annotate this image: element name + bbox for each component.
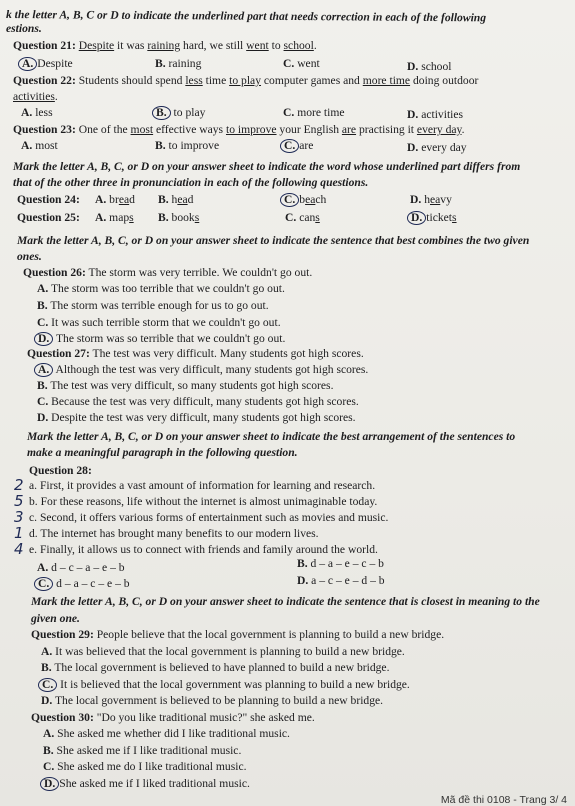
option-letter: D. bbox=[407, 108, 419, 121]
option-text: She asked me do I like traditional music. bbox=[54, 760, 247, 773]
word-part: b bbox=[299, 193, 306, 206]
underlined-part: to improve bbox=[225, 123, 277, 136]
option-letter: A. bbox=[22, 57, 34, 70]
option-28-a[interactable] bbox=[37, 561, 125, 575]
question-label: Question 21: bbox=[13, 39, 76, 52]
option-25-a[interactable] bbox=[95, 211, 134, 225]
stem-text: hard, we still bbox=[180, 39, 247, 52]
option-30-a[interactable] bbox=[43, 727, 290, 741]
option-letter: B. bbox=[158, 193, 169, 206]
option-30-c[interactable] bbox=[43, 760, 247, 774]
stem-text: One of the bbox=[75, 123, 131, 136]
stem-text: Students should spend bbox=[75, 74, 186, 87]
option-text: activities bbox=[421, 108, 464, 121]
option-text: a – c – e – d – b bbox=[308, 574, 385, 587]
stem-text: it was bbox=[114, 39, 148, 52]
option-text: It was believed that the local government is planning to build a new bridge. bbox=[52, 645, 405, 658]
page-footer: Mã đề thi 0108 - Trang 3/ 4 bbox=[440, 794, 567, 806]
stem-text: practising it bbox=[356, 123, 417, 136]
option-text: most bbox=[35, 139, 58, 152]
option-25-c[interactable] bbox=[285, 211, 320, 225]
stem-text: "Do you like traditional music?" she asked me. bbox=[93, 711, 315, 724]
question-25-label bbox=[17, 211, 80, 225]
word-part: book bbox=[168, 211, 195, 224]
stem-text: The storm was very terrible. We couldn't go out. bbox=[85, 266, 313, 279]
instruction-header bbox=[6, 8, 486, 25]
question-22-stem bbox=[13, 74, 478, 88]
question-27-stem bbox=[27, 347, 364, 361]
option-22-c[interactable] bbox=[283, 106, 345, 120]
option-text: d – c – a – e – b bbox=[48, 561, 125, 574]
option-letter: D. bbox=[44, 777, 56, 790]
stem-text: . bbox=[313, 39, 317, 52]
option-letter: B. bbox=[155, 139, 166, 152]
option-letter: C. bbox=[284, 193, 296, 206]
underlined-part: activities bbox=[13, 90, 55, 103]
instruction-text: Mark the letter A, B, C, or D on your answer sheet to indicate the best arrangement of the sentences to bbox=[27, 430, 516, 443]
question-30-stem bbox=[31, 711, 315, 725]
sentence-text: d. The internet has brought many benefits to our modern lives. bbox=[29, 527, 319, 540]
instruction-text: k the letter A, B, C or D to indicate the underlined part that needs correction in each of the following bbox=[5, 8, 487, 25]
option-letter: A. bbox=[95, 211, 107, 224]
question-23-stem: Question 23: One of the most effective ways to improve your English are practising it every day. bbox=[13, 123, 465, 136]
instruction-text: Mark the letter A, B, C, or D on your answer sheet to indicate the word whose underlined part differs from bbox=[13, 160, 521, 173]
option-text: It was such terrible storm that we couldn't go out. bbox=[48, 316, 281, 329]
option-text: The storm was too terrible that we couldn't go out. bbox=[48, 282, 285, 295]
question-label: Question 23: bbox=[13, 123, 76, 136]
stem-text: doing outdoor bbox=[410, 74, 479, 87]
underlined-part: went bbox=[246, 39, 269, 52]
option-letter: D. bbox=[37, 411, 49, 424]
section-4-instruction bbox=[27, 430, 515, 444]
option-letter: A. bbox=[41, 645, 53, 658]
option-text: raining bbox=[168, 57, 202, 70]
section-3-instruction-cont bbox=[17, 250, 42, 264]
section-4-instruction-cont bbox=[27, 446, 298, 460]
section-2-instruction-cont bbox=[13, 176, 368, 190]
question-label: Question 26: bbox=[23, 266, 86, 279]
option-21-b[interactable] bbox=[155, 57, 201, 71]
instruction-text: Mark the letter A, B, C, or D on your answer sheet to indicate the sentence that is closest in meaning to the bbox=[31, 595, 540, 608]
option-21-a[interactable] bbox=[21, 57, 73, 71]
question-label: Question 25: bbox=[17, 211, 80, 224]
option-text: went bbox=[297, 57, 320, 70]
option-letter: C. bbox=[285, 211, 297, 224]
underlined-sound: s bbox=[129, 211, 134, 224]
option-24-b[interactable] bbox=[158, 193, 193, 207]
question-22-stem-cont: activities. bbox=[13, 90, 58, 103]
option-29-d[interactable] bbox=[41, 694, 383, 708]
instruction-text: that of the other three in pronunciation in each of the following questions. bbox=[13, 176, 369, 189]
handwritten-order-d: 1 bbox=[14, 524, 24, 542]
option-letter: A. bbox=[21, 139, 33, 152]
option-letter: B. bbox=[158, 211, 169, 224]
instruction-text: Mark the letter A, B, C, or D on your answer sheet to indicate the sentence that best combines the two given bbox=[17, 234, 530, 247]
instruction-text: given one. bbox=[31, 612, 80, 625]
question-28-label bbox=[29, 464, 92, 478]
option-text: Despite bbox=[37, 57, 73, 70]
word-part: can bbox=[299, 211, 316, 224]
option-text: The local government is believed to have planned to build a new bridge. bbox=[51, 661, 390, 674]
question-label: Question 28: bbox=[29, 464, 92, 477]
handwritten-order-b: 5 bbox=[14, 492, 24, 510]
option-letter: C. bbox=[37, 316, 49, 329]
option-letter: D. bbox=[38, 332, 50, 345]
underlined-sound: s bbox=[452, 211, 457, 224]
underlined-sound: ea bbox=[429, 193, 441, 206]
option-letter: A. bbox=[37, 561, 49, 574]
option-28-c[interactable] bbox=[37, 577, 130, 591]
option-text: She asked me whether did I like traditional music. bbox=[54, 727, 290, 740]
option-text: She asked me if I liked traditional music. bbox=[59, 777, 250, 790]
option-23-d[interactable] bbox=[407, 141, 467, 155]
underlined-sound: ea bbox=[118, 193, 130, 206]
section-5-instruction-cont bbox=[31, 612, 80, 626]
word-part: h bbox=[168, 193, 178, 206]
option-text: every day bbox=[421, 141, 467, 154]
handwritten-order-a: 2 bbox=[14, 476, 24, 494]
underlined-part: more time bbox=[362, 74, 411, 87]
option-text: It is believed that the local government was planning to build a new bridge. bbox=[57, 678, 410, 691]
option-21-c[interactable] bbox=[283, 57, 320, 71]
word-part: vy bbox=[440, 193, 452, 206]
sentence-text: c. Second, it offers various forms of entertainment such as movies and music. bbox=[29, 511, 389, 524]
instruction-text: make a meaningful paragraph in the following question. bbox=[27, 446, 298, 459]
option-text: Although the test was very difficult, many students got high scores. bbox=[53, 363, 369, 376]
option-28-d[interactable] bbox=[297, 574, 385, 588]
underlined-part: to play bbox=[229, 74, 262, 87]
option-27-c[interactable] bbox=[37, 395, 359, 409]
option-letter: C. bbox=[284, 139, 296, 152]
question-26-stem bbox=[23, 266, 312, 280]
underlined-sound: ea bbox=[177, 193, 188, 206]
handwritten-order-e: 4 bbox=[14, 540, 24, 558]
option-letter: B. bbox=[41, 661, 52, 674]
option-letter: D. bbox=[407, 60, 419, 73]
option-text: to play bbox=[173, 106, 206, 119]
option-letter: D. bbox=[410, 193, 422, 206]
option-text: are bbox=[299, 139, 314, 152]
option-text: Despite the test was very difficult, many students got high scores. bbox=[48, 411, 356, 424]
section-3-instruction bbox=[17, 234, 529, 248]
underlined-part: every day bbox=[416, 123, 462, 136]
option-30-d[interactable] bbox=[43, 777, 250, 791]
question-label: Question 24: bbox=[17, 193, 80, 206]
option-27-a[interactable] bbox=[37, 363, 368, 377]
option-text: to improve bbox=[168, 139, 220, 152]
option-letter: B. bbox=[37, 299, 48, 312]
option-letter: B. bbox=[156, 106, 167, 119]
option-letter: C. bbox=[283, 106, 295, 119]
word-part: d bbox=[129, 193, 135, 206]
option-text: She asked me if I like traditional music. bbox=[53, 744, 242, 757]
option-letter: D. bbox=[407, 141, 419, 154]
underlined-sound: ea bbox=[305, 193, 316, 206]
sentence-c bbox=[29, 511, 388, 525]
option-text: less bbox=[35, 106, 53, 119]
option-text: The local government is believed to be planning to build a new bridge. bbox=[52, 694, 384, 707]
option-letter: A. bbox=[37, 282, 49, 295]
sentence-d bbox=[29, 527, 319, 541]
option-26-c[interactable] bbox=[37, 316, 281, 330]
sentence-a bbox=[29, 479, 375, 493]
section-2-instruction bbox=[13, 160, 520, 174]
instruction-text: estions. bbox=[6, 22, 42, 35]
stem-text: The test was very difficult. Many students got high scores. bbox=[89, 347, 364, 360]
option-letter: C. bbox=[38, 577, 50, 590]
option-text: d – a – c – e – b bbox=[53, 577, 130, 590]
question-label: Question 22: bbox=[13, 74, 76, 87]
stem-text: time bbox=[202, 74, 230, 87]
sentence-b bbox=[29, 495, 377, 509]
option-21-d[interactable] bbox=[407, 60, 451, 74]
option-letter: D. bbox=[411, 211, 423, 224]
sentence-text: a. First, it provides a vast amount of information for learning and research. bbox=[29, 479, 376, 492]
word-part: map bbox=[106, 211, 130, 224]
instruction-header-cont bbox=[6, 22, 42, 36]
option-text: more time bbox=[297, 106, 345, 119]
word-part: br bbox=[106, 193, 119, 206]
stem-text: People believe that the local government is planning to build a new bridge. bbox=[93, 628, 445, 641]
option-letter: D. bbox=[297, 574, 309, 587]
option-27-b[interactable] bbox=[37, 379, 333, 393]
question-24-label bbox=[17, 193, 80, 207]
option-23-c[interactable] bbox=[283, 139, 313, 153]
underlined-part: Despite bbox=[78, 39, 115, 52]
option-22-a[interactable] bbox=[21, 106, 53, 120]
option-26-b[interactable] bbox=[37, 299, 269, 313]
option-22-d[interactable] bbox=[407, 108, 463, 122]
option-25-d[interactable] bbox=[410, 211, 457, 225]
word-part: h bbox=[424, 193, 430, 206]
option-letter: C. bbox=[283, 57, 295, 70]
underlined-part: less bbox=[185, 74, 203, 87]
option-text: Because the test was very difficult, many students got high scores. bbox=[48, 395, 359, 408]
option-letter: C. bbox=[42, 678, 54, 691]
option-letter: B. bbox=[37, 379, 48, 392]
question-label: Question 29: bbox=[31, 628, 94, 641]
underlined-part: most bbox=[130, 123, 154, 136]
underlined-sound: s bbox=[315, 211, 320, 224]
question-label: Question 30: bbox=[31, 711, 94, 724]
word-part: d bbox=[187, 193, 194, 206]
option-text: d – a – e – c – b bbox=[307, 557, 384, 570]
sentence-e bbox=[29, 543, 378, 557]
question-21-stem bbox=[13, 39, 317, 53]
option-letter: B. bbox=[43, 744, 54, 757]
section-5-instruction bbox=[31, 595, 540, 609]
option-text: school bbox=[421, 60, 452, 73]
option-23-b[interactable] bbox=[155, 139, 219, 153]
instruction-text: ones. bbox=[17, 250, 42, 263]
option-24-a[interactable] bbox=[95, 193, 135, 207]
option-letter: B. bbox=[155, 57, 166, 70]
option-letter: A. bbox=[21, 106, 33, 119]
option-29-a[interactable] bbox=[41, 645, 405, 659]
word-part: ticket bbox=[426, 211, 453, 224]
option-letter: A. bbox=[43, 727, 55, 740]
option-letter: B. bbox=[297, 557, 308, 570]
option-text: The storm was terrible enough for us to go out. bbox=[47, 299, 269, 312]
handwritten-order-c: 3 bbox=[14, 508, 24, 526]
underlined-part: are bbox=[341, 123, 357, 136]
stem-text: your English bbox=[276, 123, 342, 136]
option-letter: C. bbox=[43, 760, 55, 773]
question-label: Question 27: bbox=[27, 347, 90, 360]
option-letter: D. bbox=[41, 694, 53, 707]
option-24-d[interactable] bbox=[410, 193, 452, 207]
option-letter: A. bbox=[95, 193, 107, 206]
option-22-b[interactable] bbox=[155, 106, 205, 120]
stem-text: computer games and bbox=[261, 74, 363, 87]
option-26-a[interactable] bbox=[37, 282, 285, 296]
option-29-c[interactable] bbox=[41, 678, 410, 692]
option-29-b[interactable] bbox=[41, 661, 389, 675]
stem-text: to bbox=[268, 39, 284, 52]
option-24-c[interactable] bbox=[283, 193, 326, 207]
option-27-d[interactable] bbox=[37, 411, 356, 425]
underlined-part: raining bbox=[147, 39, 181, 52]
question-29-stem bbox=[31, 628, 444, 642]
option-letter: C. bbox=[37, 395, 49, 408]
option-30-b[interactable] bbox=[43, 744, 241, 758]
sentence-text: e. Finally, it allows us to connect with friends and family around the world. bbox=[29, 543, 378, 556]
option-26-d[interactable] bbox=[37, 332, 285, 346]
option-text: The test was very difficult, so many students got high scores. bbox=[47, 379, 334, 392]
option-letter: A. bbox=[38, 363, 50, 376]
option-28-b[interactable] bbox=[297, 557, 384, 571]
sentence-text: b. For these reasons, life without the internet is almost unimaginable today. bbox=[29, 495, 378, 508]
stem-text: effective ways bbox=[153, 123, 226, 136]
option-25-b[interactable] bbox=[158, 211, 199, 225]
option-23-a[interactable] bbox=[21, 139, 58, 153]
word-part: ch bbox=[315, 193, 327, 206]
underlined-sound: s bbox=[194, 211, 200, 224]
option-text: The storm was so terrible that we couldn't go out. bbox=[53, 332, 286, 345]
underlined-part: school bbox=[283, 39, 314, 52]
